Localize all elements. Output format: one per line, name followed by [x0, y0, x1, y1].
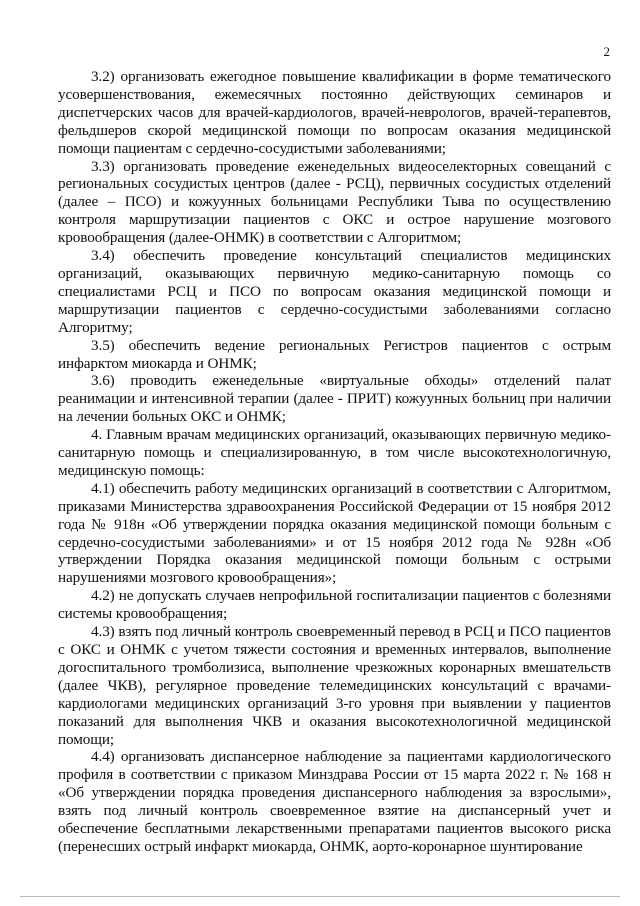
document-body [58, 68, 611, 856]
paragraph-3-2: 3.2) организовать ежегодное повышение квалификации в форме тематического усовершенствования, ежемесячных постоянно действующих семинаров и диспетчерских часов для врачей-кардиологов, врачей-неврологов, врачей-терапевтов, фельдшеров скорой медицинской помощи по вопросам оказания медицинской помощи пациентам с сердечно-сосудистыми заболеваниями; [58, 68, 611, 157]
paragraph-3-4: 3.4) обеспечить проведение консультаций специалистов медицинских организаций, оказывающих первичную медико-санитарную помощь со специалистами РСЦ и ПСО по вопросам оказания медицинской помощи и маршрутизации пациентов с сердечно-сосудистыми заболеваниями согласно Алгоритму; [58, 247, 611, 336]
paragraph-3-5: 3.5) обеспечить ведение региональных Регистров пациентов с острым инфарктом миокарда и ОНМК; [58, 336, 611, 372]
paragraph-4-3: 4.3) взять под личный контроль своевременный перевод в РСЦ и ПСО пациентов с ОКС и ОНМК с учетом тяжести состояния и временных интервалов, выполнение догоспитального тромболизиса, выполнение чрезкожных коронарных вмешательств (далее ЧКВ), регулярное проведение телемедицинских консультаций с врачами-кардиологами медицинских организаций 3-го уровня при выявлении у пациентов показаний для выполнения ЧКВ и оказания высокотехнологичной медицинской помощи; [58, 623, 611, 748]
paragraph-3-6: 3.6) проводить еженедельные «виртуальные обходы» отделений палат реанимации и интенсивной терапии (далее - ПРИТ) кожуунных больниц при наличии на лечении больных ОКС и ОНМК; [58, 372, 611, 426]
paragraph-4-4: 4.4) организовать диспансерное наблюдение за пациентами кардиологического профиля в соответствии с приказом Минздрава России от 15 марта 2022 г. № 168 н «Об утверждении порядка проведения диспансерного наблюдения за взрослыми», взять под личный контроль своевременное взятие на диспансерный учет и обеспечение бесплатными лекарственными препаратами пациентов высокого риска (перенесших острый инфаркт миокарда, ОНМК, аорто-коронарное шунтирование [58, 748, 611, 855]
page-number: 2 [603, 44, 610, 59]
paragraph-3-3: 3.3) организовать проведение еженедельных видеоселекторных совещаний с региональных сосудистых центров (далее - РСЦ), первичных сосудистых отделений (далее – ПСО) и кожуунных больницами Республики Тыва по осуществлению контроля маршрутизации пациентов с ОКС и острое нарушение мозгового кровообращения (далее-ОНМК) в соответствии с Алгоритмом; [58, 157, 611, 247]
paragraph-4: 4. Главным врачам медицинских организаций, оказывающих первичную медико-санитарную помощь и специализированную, в том числе высокотехнологичную, медицинскую помощь: [58, 426, 611, 479]
paragraph-4-1: 4.1) обеспечить работу медицинских организаций в соответствии с Алгоритмом, приказами Министерства здравоохранения Российской Федерации от 15 ноября 2012 года № 918н «Об утверждении порядка оказания медицинской помощи больным с сердечно-сосудистыми заболеваниями» и от 15 ноября 2012 года № 928н «Об утверждении Порядка оказания медицинской помощи больным с острыми нарушениями мозгового кровообращения»; [58, 479, 611, 587]
bottom-divider [20, 896, 620, 897]
paragraph-4-2: 4.2) не допускать случаев непрофильной госпитализации пациентов с болезнями системы кровообращения; [58, 587, 611, 623]
